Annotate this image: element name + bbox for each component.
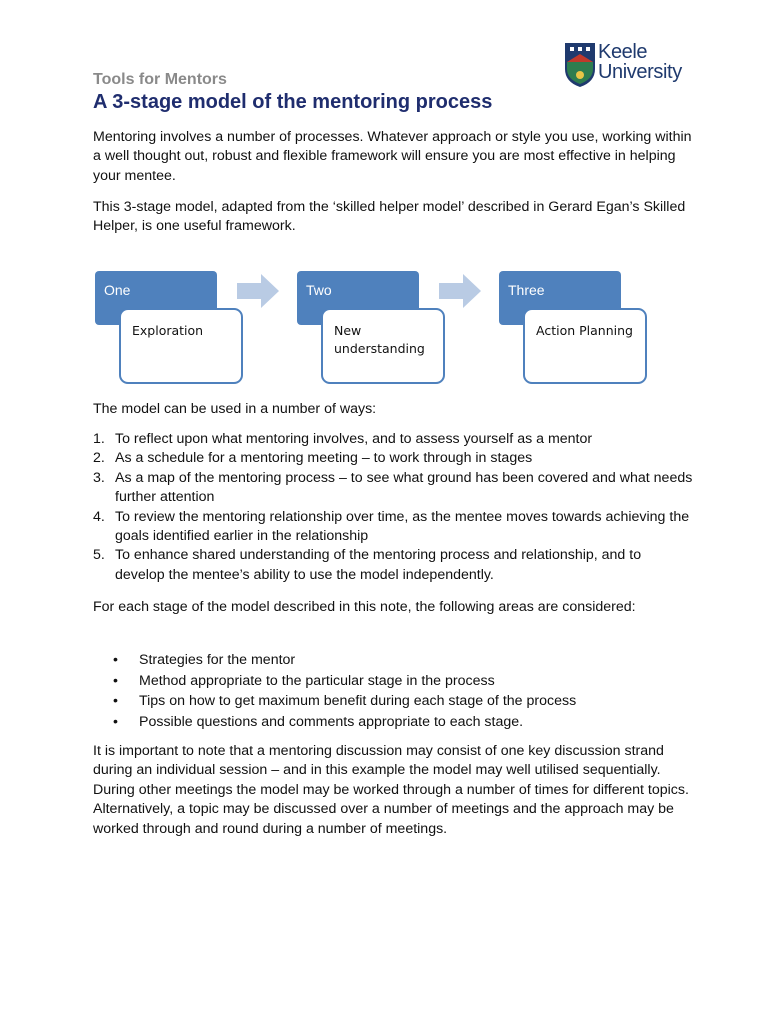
intro-paragraph-1: Mentoring involves a number of processes. Whatever approach or style you use, working within a well thought out, robust and flexible framework will ensure you are most effective in helping your mentee. — [93, 129, 692, 184]
logo-line-1: Keele — [598, 41, 648, 63]
list-item — [93, 712, 693, 733]
list-item-text: Strategies for the mentor — [139, 652, 296, 668]
list-item-text: To enhance shared understanding of the mentoring process and relationship, and to develop the mentee’s ability to use the model independently. — [115, 547, 642, 583]
bullet-icon: • — [113, 713, 118, 730]
stage-one-text: Exploration — [119, 308, 243, 384]
list-item — [93, 691, 693, 712]
stage-three-label: Three — [499, 271, 621, 325]
right-arrow-icon — [439, 274, 481, 308]
areas-list — [93, 650, 693, 732]
list-item-text: Tips on how to get maximum benefit during each stage of the process — [139, 693, 577, 710]
list-item-text: As a map of the mentoring process – to see what ground has been covered and what needs further attention — [115, 469, 693, 506]
stage-one — [90, 266, 250, 388]
list-item-text: As a schedule for a mentoring meeting – to work through in stages — [115, 450, 533, 467]
bullet-icon: • — [113, 672, 118, 689]
stage-three — [494, 266, 654, 388]
list-item: 1. To reflect upon what mentoring involves, and to assess yourself as a mentor — [93, 431, 593, 447]
closing-paragraph: It is important to note that a mentoring discussion may consist of one key discussion strand during an individual session – and in this example the model may well utilised sequentially. During other meetings the model may be worked through a number of times for different topics. Alternatively, a topic may be discussed over a number of meetings and the approach may be worked through and round during a number of meetings. — [93, 743, 689, 837]
stage-one-label: One — [95, 271, 217, 325]
list-item — [93, 650, 693, 671]
section-subtitle: Tools for Mentors — [93, 71, 227, 88]
list-item: 5. To enhance shared understanding of the mentoring process and relationship, and to develop the mentee’s ability to use the model independently. — [93, 547, 642, 583]
logo-wordmark — [598, 42, 682, 82]
stage-two-label: Two — [297, 271, 419, 325]
stage-two-text: New understanding — [321, 308, 445, 384]
page-title: A 3-stage model of the mentoring process — [93, 91, 493, 113]
three-stage-diagram — [90, 266, 690, 396]
list-item: 4. To review the mentoring relationship over time, as the mentee moves towards achieving the goals identified earlier in the relationship — [93, 508, 690, 545]
stage-three-text: Action Planning — [523, 308, 647, 384]
bullet-icon: • — [113, 652, 118, 668]
list-item: 2. As a schedule for a mentoring meeting – to work through in stages — [93, 450, 533, 467]
list-item-text: Possible questions and comments appropriate to each stage. — [139, 713, 524, 730]
right-arrow-icon — [237, 274, 279, 308]
list-item — [93, 671, 693, 692]
university-crest-icon — [564, 42, 596, 88]
logo-line-2: University — [598, 61, 682, 83]
areas-lead: For each stage of the model described in this note, the following areas are considered: — [93, 599, 636, 615]
keele-university-logo — [564, 42, 684, 92]
list-item: 3. As a map of the mentoring process – to see what ground has been covered and what needs further attention — [93, 469, 693, 506]
uses-list — [93, 430, 693, 585]
bullet-icon: • — [113, 693, 118, 710]
list-item-text: To review the mentoring relationship over time, as the mentee moves towards achieving the goals identified earlier in the relationship — [115, 508, 690, 545]
list-item-text: To reflect upon what mentoring involves, and to assess yourself as a mentor — [115, 431, 593, 447]
stage-two — [292, 266, 452, 388]
uses-lead: The model can be used in a number of ways: — [93, 401, 377, 417]
intro-paragraph-2: This 3-stage model, adapted from the ‘skilled helper model’ described in Gerard Egan’s Skilled Helper, is one useful framework. — [93, 199, 686, 235]
list-item-text: Method appropriate to the particular stage in the process — [139, 672, 495, 689]
